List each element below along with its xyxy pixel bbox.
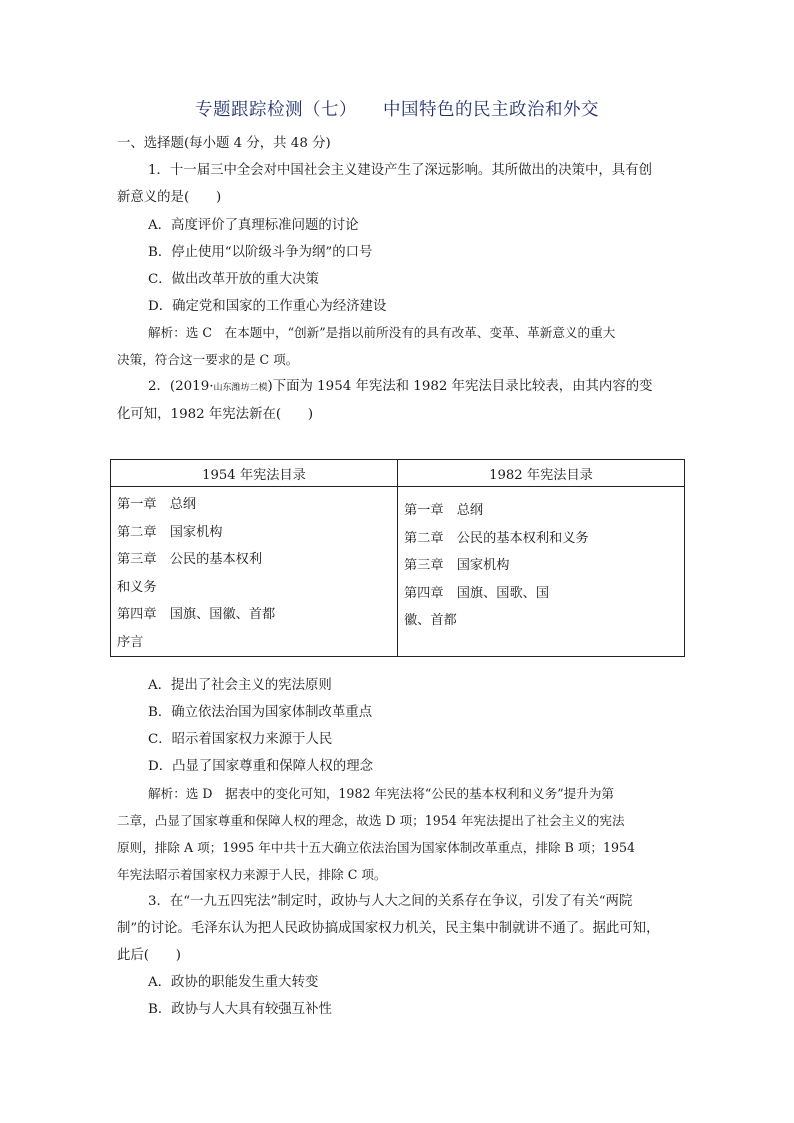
q1-option-a: A．高度评价了真理标准问题的讨论 (148, 218, 359, 233)
table-header-1982: 1982 年宪法目录 (398, 460, 685, 487)
q2-stem-rest: )下面为 1954 年宪法和 1982 年宪法目录比较表，由其内容的变 (267, 379, 653, 394)
q1-option-d: D．确定党和国家的工作重心为经济建设 (148, 299, 387, 314)
q2-analysis-line2: 二章，凸显了国家尊重和保障人权的理念，故选 D 项；1954 年宪法提出了社会主义的宪法 (117, 813, 625, 828)
title-part2: 中国特色的民主政治和外交 (383, 100, 599, 120)
table-left-row: 第二章 国家机构 (117, 524, 223, 540)
table-right-row: 第四章 国旗、国歌、国 (404, 585, 550, 601)
q1-option-b: B．停止使用“以阶级斗争为纲”的口号 (148, 245, 373, 260)
title-part1: 专题跟踪检测（七） (195, 100, 357, 120)
page-title (0, 96, 794, 121)
table-right-row: 第一章 总纲 (404, 503, 484, 518)
q2-stem-line2: 化可知，1982 年宪法新在( ) (117, 407, 314, 422)
q2-option-c: C．昭示着国家权力来源于人民 (148, 732, 333, 747)
q3-stem-line1: 3．在“一九五四宪法”制定时，政协与人大之间的关系存在争议，引发了有关“两院 (148, 894, 633, 909)
q2-analysis-line3: 原则，排除 A 项；1995 年中共十五大确立依法治国为国家体制改革重点，排除 B 项；1954 (117, 840, 636, 855)
q1-analysis-line1: 解析：选 C 在本题中，“创新”是指以前所没有的具有改革、变革、革新意义的重大 (148, 325, 616, 340)
q1-stem-line1: 1．十一届三中全会对中国社会主义建设产生了深远影响。其所做出的决策中，具有创 (148, 163, 652, 178)
q2-option-d: D．凸显了国家尊重和保障人权的理念 (148, 759, 373, 774)
q2-option-b: B．确立依法治国为国家体制改革重点 (148, 705, 373, 720)
table-left-row: 第四章 国旗、国徽、首都 (117, 607, 276, 622)
table-right-row: 第二章 公民的基本权利和义务 (404, 530, 589, 546)
table-left-row: 第一章 总纲 (117, 497, 197, 512)
table-right-row: 第三章 国家机构 (404, 558, 510, 573)
q1-option-c: C．做出改革开放的重大决策 (148, 272, 319, 287)
q3-option-b: B．政协与人大具有较强互补性 (148, 1002, 332, 1017)
table-left-row: 第三章 公民的基本权利 (117, 552, 263, 567)
q2-analysis-line4: 年宪法昭示着国家权力来源于人民，排除 C 项。 (117, 867, 387, 882)
q2-stem-prefix: 2．(2019· (148, 379, 214, 394)
table-cell-1982 (398, 487, 685, 657)
q1-analysis-line2: 决策，符合这一要求的是 C 项。 (117, 352, 299, 367)
q3-stem-line2: 制”的讨论。毛泽东认为把人民政协搞成国家权力机关，民主集中制就讲不通了。据此可知， (117, 921, 660, 936)
q2-analysis-line1: 解析：选 D 据表中的变化可知，1982 年宪法将“公民的基本权利和义务”提升为第 (148, 786, 615, 801)
table-left-row: 和义务 (117, 579, 157, 595)
table-cell-1954 (111, 487, 398, 657)
q3-stem-line3: 此后( ) (117, 948, 182, 963)
q2-source: 山东潍坊二模 (213, 383, 268, 393)
table-header-1954: 1954 年宪法目录 (111, 460, 398, 487)
constitution-comparison-table (110, 459, 685, 657)
q1-stem-line2: 新意义的是( ) (117, 190, 222, 205)
section-heading: 一、选择题(每小题 4 分，共 48 分) (117, 136, 331, 151)
q2-stem-line1 (148, 377, 653, 398)
table-left-row: 序言 (117, 634, 144, 650)
q2-option-a: A．提出了社会主义的宪法原则 (148, 678, 332, 693)
table-right-row: 徽、首都 (404, 613, 457, 628)
q3-option-a: A．政协的职能发生重大转变 (148, 975, 319, 990)
